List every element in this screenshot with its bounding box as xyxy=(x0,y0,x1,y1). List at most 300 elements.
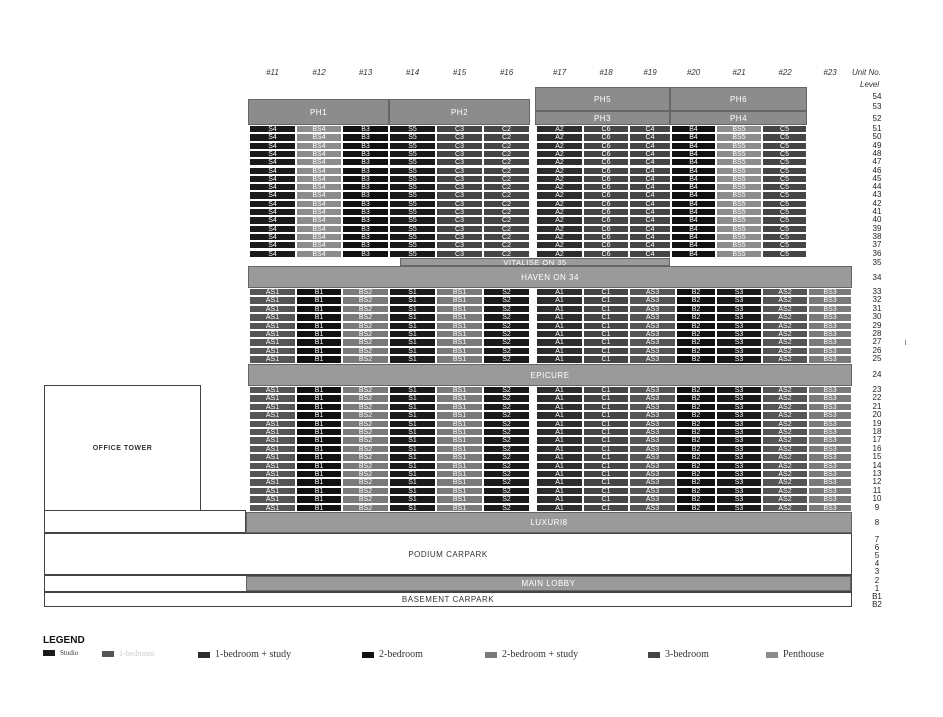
level-b1: B1 xyxy=(872,592,882,601)
unit-cell: AS2 xyxy=(762,296,808,304)
unit-cell: C5 xyxy=(762,225,807,233)
unit-cell: C1 xyxy=(583,330,629,338)
unit-cell: B1 xyxy=(296,394,342,402)
unit-cell: A1 xyxy=(536,288,583,296)
unit-cell: BS5 xyxy=(716,183,762,191)
unit-cell: S3 xyxy=(716,313,762,321)
unit-cell: S5 xyxy=(389,225,436,233)
unit-cell: BS1 xyxy=(436,355,483,363)
unit-cell: BS4 xyxy=(296,200,342,208)
unit-cell: BS4 xyxy=(296,150,342,158)
unit-cell: BS5 xyxy=(716,208,762,216)
unit-cell: A1 xyxy=(536,394,583,402)
unit-cell: S3 xyxy=(716,394,762,402)
unit-cell: B4 xyxy=(671,191,716,199)
unit-cell: BS3 xyxy=(808,386,852,394)
unit-cell: B1 xyxy=(296,338,342,346)
unit-cell: B2 xyxy=(676,330,716,338)
unit-cell: AS1 xyxy=(249,313,296,321)
legend-penthouse xyxy=(766,649,824,660)
unit-cell: C4 xyxy=(629,175,671,183)
unit-cell: BS3 xyxy=(808,394,852,402)
unit-cell: B2 xyxy=(676,355,716,363)
unit-cell: AS3 xyxy=(629,330,676,338)
legend-two-bedroom-study xyxy=(485,649,578,660)
unit-cell: S1 xyxy=(389,453,436,461)
unit-cell: BS2 xyxy=(342,420,389,428)
unit-cell: BS3 xyxy=(808,445,852,453)
unit-cell: AS2 xyxy=(762,487,808,495)
unit-cell: S2 xyxy=(483,411,530,419)
unit-cell: B1 xyxy=(296,288,342,296)
unit-header: #11 xyxy=(266,68,279,77)
unit-cell: BS1 xyxy=(436,436,483,444)
unit-cell: S3 xyxy=(716,386,762,394)
unit-header: #19 xyxy=(643,68,657,77)
unit-cell: C2 xyxy=(483,225,530,233)
unit-cell: B3 xyxy=(342,150,389,158)
unit-cell: C6 xyxy=(583,158,629,166)
unit-cell: S2 xyxy=(483,478,530,486)
unit-cell: A1 xyxy=(536,386,583,394)
unit-cell: A2 xyxy=(536,175,583,183)
penthouse-ph5: PH5 xyxy=(535,87,670,111)
unit-cell: BS2 xyxy=(342,322,389,330)
unit-cell: C2 xyxy=(483,142,530,150)
legend-one-bedroom xyxy=(102,649,154,658)
level-label-row: 48 xyxy=(872,148,882,158)
legend-swatch-two-bedroom-study xyxy=(485,652,497,658)
unit-cell: C2 xyxy=(483,183,530,191)
unit-cell: C3 xyxy=(436,175,483,183)
unit-cell: AS3 xyxy=(629,504,676,512)
unit-cell: S5 xyxy=(389,142,436,150)
legend-title: LEGEND xyxy=(43,635,85,646)
level-label-row: 14 xyxy=(872,460,882,470)
unit-cell: S3 xyxy=(716,453,762,461)
unit-cell: S3 xyxy=(716,338,762,346)
unit-cell: C1 xyxy=(583,495,629,503)
unit-cell: S3 xyxy=(716,445,762,453)
unit-cell: BS2 xyxy=(342,436,389,444)
unit-cell: C5 xyxy=(762,150,807,158)
unit-cell: AS2 xyxy=(762,322,808,330)
level-5: 5 xyxy=(874,551,880,560)
unit-cell: BS3 xyxy=(808,495,852,503)
unit-cell: AS3 xyxy=(629,355,676,363)
level-label-row: 22 xyxy=(872,393,882,403)
unit-cell: AS2 xyxy=(762,338,808,346)
unit-cell: BS1 xyxy=(436,462,483,470)
unit-cell: BS4 xyxy=(296,241,342,249)
unit-cell: A1 xyxy=(536,322,583,330)
unit-cell: S5 xyxy=(389,183,436,191)
unit-cell: B1 xyxy=(296,453,342,461)
unit-cell: S5 xyxy=(389,150,436,158)
unit-cell: C1 xyxy=(583,487,629,495)
unit-cell: BS3 xyxy=(808,487,852,495)
unit-cell: S4 xyxy=(249,125,296,133)
unit-cell: S2 xyxy=(483,394,530,402)
level-label: Level xyxy=(860,80,880,89)
unit-cell: C1 xyxy=(583,470,629,478)
unit-cell: B2 xyxy=(676,504,716,512)
unit-cell: B1 xyxy=(296,428,342,436)
unit-cell: C6 xyxy=(583,183,629,191)
unit-cell: A2 xyxy=(536,133,583,141)
unit-cell: BS1 xyxy=(436,445,483,453)
unit-header: #12 xyxy=(312,68,326,77)
unit-cell: BS5 xyxy=(716,133,762,141)
unit-cell: A2 xyxy=(536,241,583,249)
unit-cell: S5 xyxy=(389,250,436,258)
unit-cell: B1 xyxy=(296,478,342,486)
unit-cell: S1 xyxy=(389,470,436,478)
unit-cell: B4 xyxy=(671,225,716,233)
unit-cell: B4 xyxy=(671,175,716,183)
unit-cell: BS3 xyxy=(808,305,852,313)
unit-cell: S4 xyxy=(249,225,296,233)
level-label-row: 13 xyxy=(872,469,882,478)
luxuri8-band: LUXURI8 xyxy=(246,512,852,533)
unit-cell: C3 xyxy=(436,125,483,133)
unit-cell: C5 xyxy=(762,208,807,216)
unit-cell: BS2 xyxy=(342,470,389,478)
unit-cell: S5 xyxy=(389,125,436,133)
unit-cell: A1 xyxy=(536,462,583,470)
legend-swatch-one-bedroom-study xyxy=(198,652,210,658)
unit-cell: B1 xyxy=(296,470,342,478)
unit-cell: S1 xyxy=(389,355,436,363)
unit-cell: C3 xyxy=(436,167,483,175)
unit-cell: A1 xyxy=(536,411,583,419)
unit-cell: C3 xyxy=(436,200,483,208)
unit-cell: S1 xyxy=(389,386,436,394)
unit-cell: S4 xyxy=(249,142,296,150)
unit-cell: B3 xyxy=(342,125,389,133)
unit-cell: B2 xyxy=(676,428,716,436)
unit-cell: C2 xyxy=(483,250,530,258)
unit-cell: S3 xyxy=(716,322,762,330)
unit-cell: B2 xyxy=(676,394,716,402)
unit-cell: C1 xyxy=(583,420,629,428)
unit-cell: B4 xyxy=(671,167,716,175)
unit-header: #23 xyxy=(823,68,837,77)
unit-cell: BS4 xyxy=(296,183,342,191)
unit-cell: S2 xyxy=(483,470,530,478)
unit-cell: C3 xyxy=(436,191,483,199)
unit-cell: B3 xyxy=(342,183,389,191)
office-tower: OFFICE TOWER xyxy=(44,385,201,512)
unit-cell: AS3 xyxy=(629,453,676,461)
level-label-row: 51 xyxy=(872,124,882,133)
unit-cell: B2 xyxy=(676,338,716,346)
unit-cell: BS5 xyxy=(716,158,762,166)
unit-cell: C1 xyxy=(583,313,629,321)
level-label-row: 28 xyxy=(872,329,882,338)
level-52: 52 xyxy=(872,114,882,123)
unit-cell: S4 xyxy=(249,200,296,208)
unit-cell: A2 xyxy=(536,250,583,258)
unit-cell: AS3 xyxy=(629,305,676,313)
unit-cell: C4 xyxy=(629,183,671,191)
unit-cell: AS2 xyxy=(762,470,808,478)
unit-cell: S1 xyxy=(389,420,436,428)
unit-cell: S2 xyxy=(483,386,530,394)
unit-cell: B1 xyxy=(296,445,342,453)
unit-cell: AS1 xyxy=(249,322,296,330)
level-label-row: 40 xyxy=(872,215,882,225)
unit-cell: S3 xyxy=(716,288,762,296)
unit-cell: S4 xyxy=(249,133,296,141)
podium-carpark: PODIUM CARPARK xyxy=(44,533,852,575)
unit-cell: S1 xyxy=(389,403,436,411)
level-label-row: 21 xyxy=(872,401,882,411)
unit-cell: S5 xyxy=(389,158,436,166)
unit-cell: A1 xyxy=(536,495,583,503)
unit-cell: BS1 xyxy=(436,394,483,402)
unit-cell: C2 xyxy=(483,241,530,249)
legend-label-penthouse: Penthouse xyxy=(783,649,825,660)
unit-cell: S4 xyxy=(249,208,296,216)
unit-cell: S4 xyxy=(249,191,296,199)
penthouse-ph2: PH2 xyxy=(389,99,530,125)
unit-cell: C1 xyxy=(583,504,629,512)
unit-cell: AS3 xyxy=(629,487,676,495)
unit-cell: S3 xyxy=(716,487,762,495)
unit-cell: C1 xyxy=(583,338,629,346)
unit-cell: C4 xyxy=(629,150,671,158)
level-label-row: 10 xyxy=(872,494,882,504)
unit-cell: A1 xyxy=(536,347,583,355)
unit-cell: S5 xyxy=(389,133,436,141)
unit-cell: BS1 xyxy=(436,411,483,419)
legend-three-bedroom xyxy=(648,649,709,660)
unit-cell: AS2 xyxy=(762,420,808,428)
unit-cell: BS5 xyxy=(716,150,762,158)
unit-cell: S1 xyxy=(389,462,436,470)
unit-cell: BS2 xyxy=(342,296,389,304)
unit-cell: C3 xyxy=(436,183,483,191)
unit-cell: B2 xyxy=(676,453,716,461)
unit-cell: B1 xyxy=(296,355,342,363)
unit-cell: C3 xyxy=(436,142,483,150)
unit-cell: B1 xyxy=(296,411,342,419)
unit-cell: BS3 xyxy=(808,470,852,478)
unit-cell: C3 xyxy=(436,250,483,258)
unit-cell: C5 xyxy=(762,175,807,183)
unit-cell: AS2 xyxy=(762,330,808,338)
unit-header: #16 xyxy=(499,68,514,77)
unit-cell: BS3 xyxy=(808,288,852,296)
unit-cell: S2 xyxy=(483,347,530,355)
unit-cell: C6 xyxy=(583,233,629,241)
unit-cell: S1 xyxy=(389,495,436,503)
unit-cell: C3 xyxy=(436,216,483,224)
level-label-row: 36 xyxy=(872,248,882,258)
unit-cell: BS4 xyxy=(296,158,342,166)
legend-studio xyxy=(43,649,78,657)
unit-cell: C6 xyxy=(583,142,629,150)
unit-cell: B2 xyxy=(676,487,716,495)
unit-cell: AS2 xyxy=(762,288,808,296)
unit-cell: AS3 xyxy=(629,470,676,478)
level-label-row: 49 xyxy=(872,140,882,150)
unit-cell: S5 xyxy=(389,241,436,249)
unit-cell: AS2 xyxy=(762,394,808,402)
unit-cell: C4 xyxy=(629,250,671,258)
unit-cell: B1 xyxy=(296,313,342,321)
unit-cell: C2 xyxy=(483,167,530,175)
level-34: 34 xyxy=(872,273,882,282)
epicure-band: EPICURE xyxy=(248,364,852,386)
unit-cell: BS1 xyxy=(436,420,483,428)
unit-cell: AS3 xyxy=(629,478,676,486)
unit-cell: C1 xyxy=(583,296,629,304)
level-label-row: 11 xyxy=(872,485,882,495)
penthouse-ph3: PH3 xyxy=(535,111,670,125)
unit-cell: AS3 xyxy=(629,462,676,470)
unit-cell: S2 xyxy=(483,462,530,470)
unit-cell: C6 xyxy=(583,167,629,175)
unit-cell: S5 xyxy=(389,208,436,216)
level-label-row: 9 xyxy=(874,502,880,512)
unit-cell: B4 xyxy=(671,208,716,216)
unit-cell: AS3 xyxy=(629,445,676,453)
unit-cell: S2 xyxy=(483,403,530,411)
unit-cell: A1 xyxy=(536,428,583,436)
unit-cell: S3 xyxy=(716,462,762,470)
unit-cell: C1 xyxy=(583,403,629,411)
unit-cell: AS1 xyxy=(249,504,296,512)
unit-cell: C6 xyxy=(583,191,629,199)
unit-cell: A1 xyxy=(536,504,583,512)
unit-cell: C6 xyxy=(583,225,629,233)
unit-cell: B2 xyxy=(676,470,716,478)
level-4: 4 xyxy=(874,559,880,568)
unit-cell: BS3 xyxy=(808,313,852,321)
unit-cell: BS2 xyxy=(342,313,389,321)
unit-cell: C2 xyxy=(483,150,530,158)
unit-cell: C3 xyxy=(436,208,483,216)
unit-cell: AS2 xyxy=(762,504,808,512)
unit-cell: AS1 xyxy=(249,330,296,338)
unit-cell: C1 xyxy=(583,305,629,313)
unit-cell: BS3 xyxy=(808,428,852,436)
level-label-row: 27 xyxy=(872,337,882,347)
unit-cell: B2 xyxy=(676,347,716,355)
level-label-row: 18 xyxy=(872,427,882,436)
unit-cell: S1 xyxy=(389,504,436,512)
unit-cell: A2 xyxy=(536,216,583,224)
unit-cell: S5 xyxy=(389,167,436,175)
unit-cell: S3 xyxy=(716,470,762,478)
unit-cell: C5 xyxy=(762,133,807,141)
unit-cell: A1 xyxy=(536,355,583,363)
legend-label-three-bedroom: 3-bedroom xyxy=(665,649,709,660)
unit-cell: C5 xyxy=(762,200,807,208)
unit-cell: BS3 xyxy=(808,453,852,461)
unit-cell: A1 xyxy=(536,470,583,478)
unit-cell: C1 xyxy=(583,445,629,453)
unit-cell: B2 xyxy=(676,445,716,453)
unit-cell: C4 xyxy=(629,125,671,133)
unit-header: #13 xyxy=(358,68,373,77)
legend-label-two-bedroom-study: 2-bedroom + study xyxy=(502,649,579,660)
unit-cell: B4 xyxy=(671,183,716,191)
unit-cell: C6 xyxy=(583,133,629,141)
level-label-row: 47 xyxy=(872,157,882,167)
unit-cell: BS2 xyxy=(342,453,389,461)
unit-cell: AS1 xyxy=(249,445,296,453)
unit-cell: BS4 xyxy=(296,250,342,258)
unit-cell: C4 xyxy=(629,142,671,150)
unit-cell: BS2 xyxy=(342,305,389,313)
unit-cell: AS3 xyxy=(629,403,676,411)
level-label-row: 26 xyxy=(872,345,882,355)
unit-cell: BS4 xyxy=(296,167,342,175)
unit-cell: AS2 xyxy=(762,313,808,321)
unit-cell: B2 xyxy=(676,462,716,470)
unit-cell: AS1 xyxy=(249,495,296,503)
haven-band: HAVEN ON 34 xyxy=(248,266,852,288)
unit-cell: C1 xyxy=(583,462,629,470)
unit-cell: B3 xyxy=(342,208,389,216)
unit-cell: C4 xyxy=(629,225,671,233)
unit-cell: BS5 xyxy=(716,191,762,199)
unit-cell: C3 xyxy=(436,233,483,241)
unit-cell: BS2 xyxy=(342,487,389,495)
unit-cell: C4 xyxy=(629,216,671,224)
unit-cell: BS4 xyxy=(296,216,342,224)
unit-cell: S4 xyxy=(249,175,296,183)
level-label-row: 23 xyxy=(872,385,882,394)
unit-cell: S2 xyxy=(483,495,530,503)
unit-cell: B4 xyxy=(671,200,716,208)
unit-cell: A1 xyxy=(536,296,583,304)
legend-label-studio: Studio xyxy=(60,649,79,657)
unit-cell: S4 xyxy=(249,183,296,191)
unit-cell: B3 xyxy=(342,225,389,233)
unit-cell: C6 xyxy=(583,216,629,224)
level-label-row: 19 xyxy=(872,418,882,428)
unit-cell: B1 xyxy=(296,386,342,394)
unit-cell: B3 xyxy=(342,175,389,183)
level-7: 7 xyxy=(874,535,880,544)
unit-cell: AS1 xyxy=(249,296,296,304)
unit-cell: AS3 xyxy=(629,386,676,394)
unit-cell: B2 xyxy=(676,313,716,321)
unit-cell: B1 xyxy=(296,330,342,338)
unit-cell: C2 xyxy=(483,233,530,241)
unit-cell: C4 xyxy=(629,241,671,249)
level-label-row: 37 xyxy=(872,240,882,250)
unit-cell: S3 xyxy=(716,305,762,313)
unit-cell: BS3 xyxy=(808,504,852,512)
unit-cell: BS2 xyxy=(342,386,389,394)
unit-cell: B1 xyxy=(296,347,342,355)
legend-one-bedroom-study xyxy=(198,649,291,660)
unit-cell: B2 xyxy=(676,478,716,486)
unit-cell: BS2 xyxy=(342,403,389,411)
unit-cell: C3 xyxy=(436,150,483,158)
unit-cell: BS5 xyxy=(716,225,762,233)
vitalise-band: VITALISE ON 35 xyxy=(400,258,670,266)
unit-cell: B4 xyxy=(671,142,716,150)
unit-cell: C5 xyxy=(762,191,807,199)
unit-cell: AS2 xyxy=(762,495,808,503)
unit-cell: C5 xyxy=(762,241,807,249)
